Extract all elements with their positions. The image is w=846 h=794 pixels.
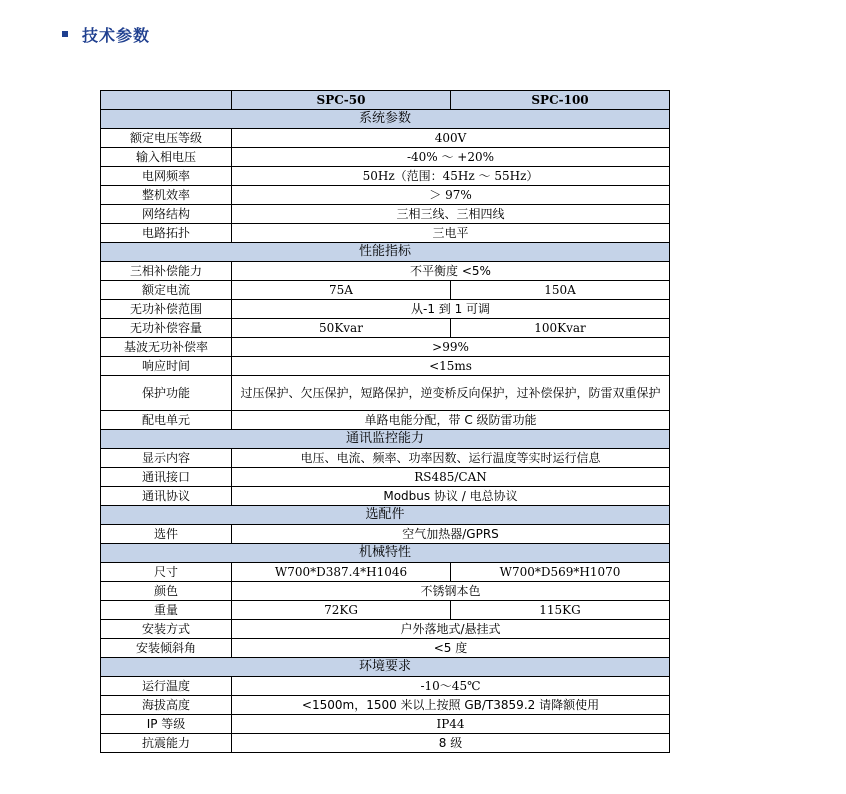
row-label: 电路拓扑: [101, 224, 232, 243]
row-value: 过压保护、欠压保护，短路保护，逆变桥反向保护，过补偿保护，防雷双重保护: [232, 376, 670, 411]
row-value: 单路电能分配，带 C 级防雷功能: [232, 411, 670, 430]
row-label: 电网频率: [101, 167, 232, 186]
row-value: Modbus 协议 / 电总协议: [232, 487, 670, 506]
row-value-spc50: W700*D387.4*H1046: [232, 563, 451, 582]
section-title: 性能指标: [101, 243, 670, 262]
row-value: 50Hz（范围：45Hz ～ 55Hz）: [232, 167, 670, 186]
row-value: 三电平: [232, 224, 670, 243]
row-value: <1500m，1500 米以上按照 GB/T3859.2 请降额使用: [232, 696, 670, 715]
table-header-row: [101, 91, 670, 110]
row-value: 户外落地式/悬挂式: [232, 620, 670, 639]
section-title: 选配件: [101, 506, 670, 525]
table-row: [101, 281, 670, 300]
section-title: 环境要求: [101, 658, 670, 677]
table-row: [101, 677, 670, 696]
table-row: [101, 639, 670, 658]
row-label: 额定电流: [101, 281, 232, 300]
row-label: IP 等级: [101, 715, 232, 734]
table-row: [101, 563, 670, 582]
square-bullet-icon: [62, 31, 68, 37]
row-value: <5 度: [232, 639, 670, 658]
row-label: 输入相电压: [101, 148, 232, 167]
row-value-spc100: 100Kvar: [451, 319, 670, 338]
row-value-spc50: 75A: [232, 281, 451, 300]
row-value: <15ms: [232, 357, 670, 376]
section-title: 机械特性: [101, 544, 670, 563]
row-value: ＞ 97%: [232, 186, 670, 205]
table-row: [101, 148, 670, 167]
table-row: [101, 734, 670, 753]
row-label: 额定电压等级: [101, 129, 232, 148]
row-value-spc100: W700*D569*H1070: [451, 563, 670, 582]
table-row: [101, 338, 670, 357]
row-label: 无功补偿范围: [101, 300, 232, 319]
row-label: 保护功能: [101, 376, 232, 411]
section-heading: [62, 22, 150, 46]
row-label: 运行温度: [101, 677, 232, 696]
row-label: 通讯接口: [101, 468, 232, 487]
row-value: -10～45℃: [232, 677, 670, 696]
row-label: 海拔高度: [101, 696, 232, 715]
table-row: [101, 525, 670, 544]
row-value: 不平衡度 <5%: [232, 262, 670, 281]
row-label: 网络结构: [101, 205, 232, 224]
row-label: 安装倾斜角: [101, 639, 232, 658]
header-spc100: SPC-100: [451, 91, 670, 110]
row-label: 无功补偿容量: [101, 319, 232, 338]
row-label: 三相补偿能力: [101, 262, 232, 281]
row-value: -40% ～ +20%: [232, 148, 670, 167]
table-row: [101, 715, 670, 734]
row-label: 基波无功补偿率: [101, 338, 232, 357]
table-row: [101, 300, 670, 319]
table-row: [101, 582, 670, 601]
table-row: [101, 262, 670, 281]
table-row: [101, 411, 670, 430]
row-value: 空气加热器/GPRS: [232, 525, 670, 544]
row-value: IP44: [232, 715, 670, 734]
table-row: [101, 376, 670, 411]
row-value: RS485/CAN: [232, 468, 670, 487]
table-row: [101, 205, 670, 224]
row-value: 400V: [232, 129, 670, 148]
section-title: 通讯监控能力: [101, 430, 670, 449]
row-value-spc100: 150A: [451, 281, 670, 300]
heading-title: 技术参数: [82, 25, 151, 45]
row-value-spc50: 72KG: [232, 601, 451, 620]
row-label: 显示内容: [101, 449, 232, 468]
section-row-system: [101, 110, 670, 129]
row-label: 颜色: [101, 582, 232, 601]
table-row: [101, 620, 670, 639]
table-row: [101, 696, 670, 715]
row-label: 重量: [101, 601, 232, 620]
row-value: >99%: [232, 338, 670, 357]
table-row: [101, 186, 670, 205]
table-row: [101, 601, 670, 620]
section-row-comm: [101, 430, 670, 449]
table-row: [101, 357, 670, 376]
spec-table: [100, 90, 670, 753]
table-row: [101, 129, 670, 148]
row-label: 整机效率: [101, 186, 232, 205]
row-value-spc100: 115KG: [451, 601, 670, 620]
row-value: 电压、电流、频率、功率因数、运行温度等实时运行信息: [232, 449, 670, 468]
row-value: 8 级: [232, 734, 670, 753]
table-row: [101, 468, 670, 487]
row-label: 安装方式: [101, 620, 232, 639]
row-label: 通讯协议: [101, 487, 232, 506]
section-row-options: [101, 506, 670, 525]
row-label: 选件: [101, 525, 232, 544]
section-title: 系统参数: [101, 110, 670, 129]
section-row-environment: [101, 658, 670, 677]
row-label: 尺寸: [101, 563, 232, 582]
row-value: 从-1 到 1 可调: [232, 300, 670, 319]
header-spc50: SPC-50: [232, 91, 451, 110]
row-label: 配电单元: [101, 411, 232, 430]
row-label: 抗震能力: [101, 734, 232, 753]
table-row: [101, 319, 670, 338]
section-row-performance: [101, 243, 670, 262]
row-value: 三相三线、三相四线: [232, 205, 670, 224]
section-row-mechanical: [101, 544, 670, 563]
row-label: 响应时间: [101, 357, 232, 376]
row-value: 不锈钢本色: [232, 582, 670, 601]
table-row: [101, 487, 670, 506]
table-row: [101, 167, 670, 186]
header-empty-cell: [101, 91, 232, 110]
table-row: [101, 449, 670, 468]
row-value-spc50: 50Kvar: [232, 319, 451, 338]
table-row: [101, 224, 670, 243]
